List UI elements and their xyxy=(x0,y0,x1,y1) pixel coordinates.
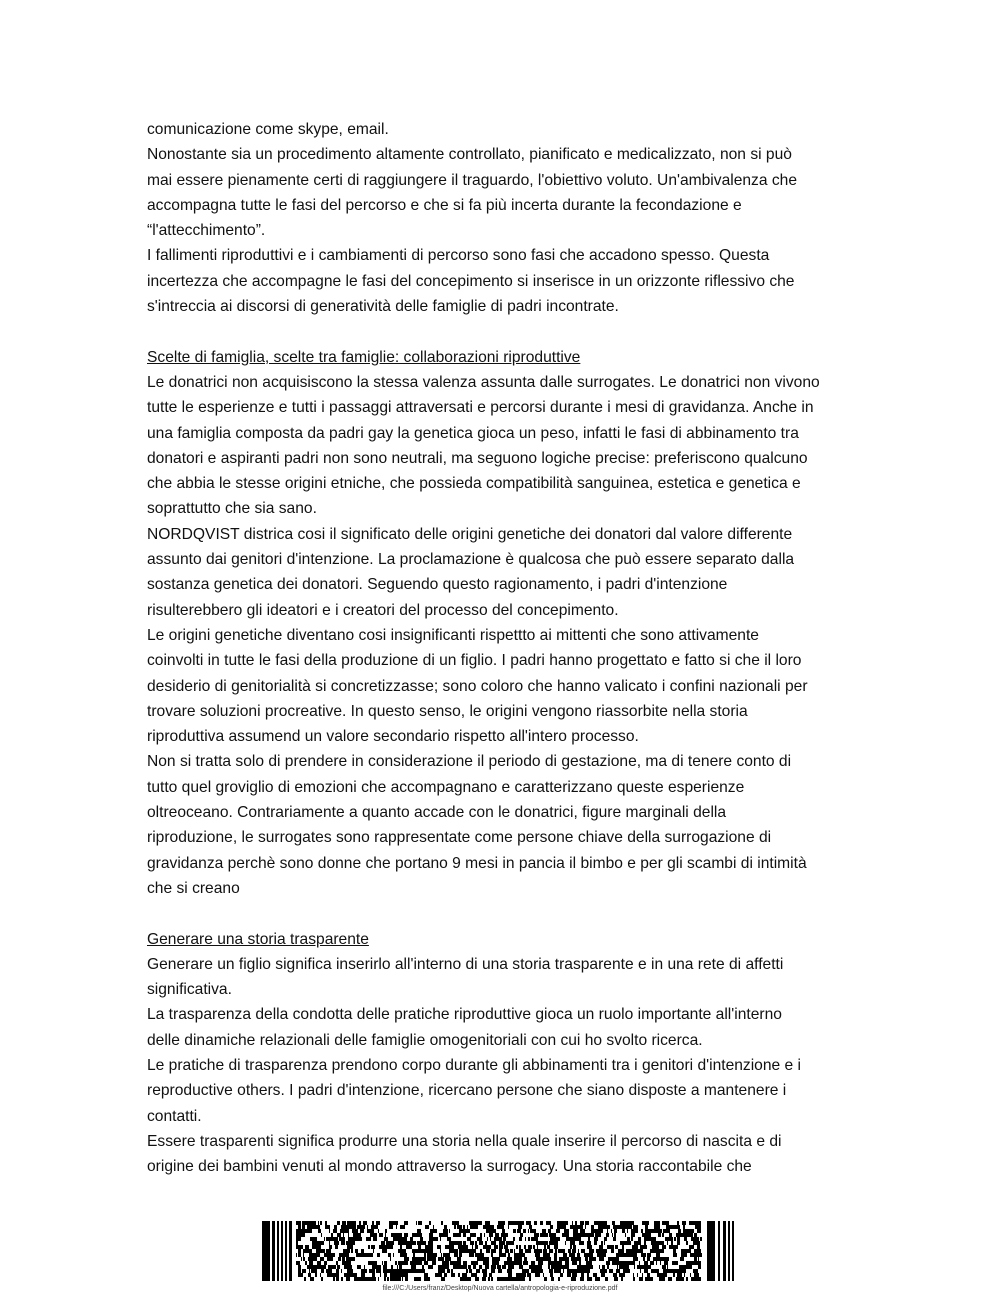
text-line: che si creano xyxy=(147,879,240,897)
text-line: significativa. xyxy=(147,981,232,999)
text-line: s'intreccia ai discorsi di generatività delle famiglie di padri incontrate. xyxy=(147,298,619,316)
barcode-icon xyxy=(262,1221,734,1281)
text-line: che abbia le stesse origini etniche, che possieda compatibilità sanguinea, estetica e genetica e xyxy=(147,475,801,493)
text-line: riproduzione, le surrogates sono rappresentate come persone chiave della surrogazione di xyxy=(147,829,772,847)
text-line: oltreoceano. Contrariamente a quanto accade con le donatrici, figure marginali della xyxy=(147,804,727,822)
text-line: mai essere pienamente certi di raggiungere il traguardo, l'obiettivo voluto. Un'ambivalenza che xyxy=(147,171,797,189)
text-line: una famiglia composta da padri gay la genetica gioca un peso, infatti le fasi di abbinamento tra xyxy=(147,424,799,442)
paragraph-spacer xyxy=(147,901,862,926)
text-line: sostanza genetica dei donatori. Seguendo questo ragionamento, i padri d'intenzione xyxy=(147,576,728,594)
text-line: Non si tratta solo di prendere in considerazione il periodo di gestazione, ma di tenere conto di xyxy=(147,753,792,771)
text-line: assunto dai genitori d'intenzione. La proclamazione è qualcosa che può essere separato dalla xyxy=(147,551,795,569)
text-line: gravidanza perchè sono donne che portano 9 mesi in pancia il bimbo e per gli scambi di intimità xyxy=(147,854,807,872)
text-line: desiderio di genitorialità si concretizzasse; sono coloro che hanno valicato i confini nazionali per xyxy=(147,677,808,695)
text-line: La trasparenza della condotta delle pratiche riproduttive gioca un ruolo importante all'interno xyxy=(147,1006,782,1024)
text-line: Le pratiche di trasparenza prendono corpo durante gli abbinamenti tra i genitori d'intenzione e i xyxy=(147,1056,802,1074)
text-line: Essere trasparenti significa produrre una storia nella quale inserire il percorso di nascita e di xyxy=(147,1132,782,1150)
text-line: origine dei bambini venuti al mondo attraverso la surrogacy. Una storia raccontabile che xyxy=(147,1158,752,1176)
text-line: Le donatrici non acquisiscono la stessa valenza assunta dalle surrogates. Le donatrici non vivono xyxy=(147,373,820,391)
text-line: Nonostante sia un procedimento altamente controllato, pianificato e medicalizzato, non si può xyxy=(147,146,792,164)
paragraph-spacer xyxy=(147,319,862,344)
section-heading: Generare una storia trasparente xyxy=(147,930,369,948)
text-line: soprattutto che sia sano. xyxy=(147,500,317,518)
text-line: “l'attecchimento”. xyxy=(147,222,266,240)
text-line: Le origini genetiche diventano cosi insignificanti rispettto ai mittenti che sono attivamente xyxy=(147,626,759,644)
text-line: risulterebbero gli ideatori e i creatori del processo del concepimento. xyxy=(147,601,619,619)
text-line: tutto quel groviglio di emozioni che accompagnano e caratterizzano queste esperienze xyxy=(147,778,745,796)
text-line: trovare soluzioni procreative. In questo senso, le origini vengono riassorbite nella storia xyxy=(147,702,748,720)
text-line: riproduttiva assumend un valore secondario rispetto all'intero processo. xyxy=(147,728,639,746)
text-line: Generare un figlio significa inserirlo all'interno di una storia trasparente e in una rete di affetti xyxy=(147,955,784,973)
section-heading: Scelte di famiglia, scelte tra famiglie: collaborazioni riproduttive xyxy=(147,348,581,366)
text-line: contatti. xyxy=(147,1107,202,1125)
text-line: accompagna tutte le fasi del percorso e che si fa più incerta durante la fecondazione e xyxy=(147,196,742,214)
text-line: delle dinamiche relazionali delle famiglie omogenitoriali con cui ho svolto ricerca. xyxy=(147,1031,703,1049)
text-line: comunicazione come skype, email. xyxy=(147,121,389,138)
text-line: donatori e aspiranti padri non sono neutrali, ma seguono logiche precise: preferiscono qualcuno xyxy=(147,449,808,467)
text-line: NORDQVIST districa cosi il significato delle origini genetiche dei donatori dal valore differente xyxy=(147,525,793,543)
text-line: tutte le esperienze e tutti i passaggi attraversati e percorsi durante i mesi di gravidanza. Anche in xyxy=(147,399,814,417)
text-line: reproductive others. I padri d'intenzione, ricercano persone che siano disposte a mantenere i xyxy=(147,1082,787,1100)
file-path-footer: file:///C:/Users/franz/Desktop/Nuova cartella/antropologia-e-riproduzione.pdf xyxy=(382,1285,618,1292)
text-line: incertezza che accompagne le fasi del concepimento si inserisce in un orizzonte riflessivo che xyxy=(147,272,795,290)
text-line: I fallimenti riproduttivi e i cambiamenti di percorso sono fasi che accadono spesso. Questa xyxy=(147,247,770,265)
text-line: coinvolti in tutte le fasi della produzione di un figlio. I padri hanno progettato e fatto si che il loro xyxy=(147,652,802,670)
document-body xyxy=(147,117,862,1179)
